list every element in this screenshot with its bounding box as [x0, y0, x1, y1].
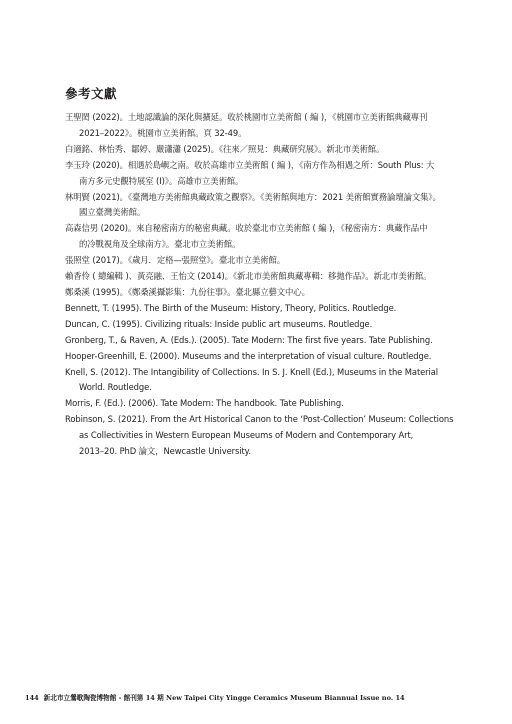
footer-text: 新北市立鶯歌陶瓷博物館 - 館刊第 14 期 New Taipei City Yingge Ceramics Museum Biannual Issue no. 14	[43, 694, 405, 702]
reference-entry	[65, 396, 485, 412]
reference-line: Morris, F. (Ed.). (2006). Tate Modern: The handbook. Tate Publishing.	[65, 398, 344, 409]
reference-line: Knell, S. (2012). The Intangibility of Collections. In S. J. Knell (Ed.), Museums in the Material	[65, 366, 439, 377]
reference-line: Bennett, T. (1995). The Birth of the Museum: History, Theory, Politics. Routledge.	[65, 302, 397, 313]
reference-line: 李玉玲 (2020)。相遇於島嶼之南。收於高雄市立美術館 ( 編 )，《南方作為相遇之所：South Plus: 大	[65, 159, 435, 170]
reference-line: 國立臺灣美術館。	[79, 207, 146, 218]
reference-line: 張照堂 (2017)。《歲月．定格—張照堂》。臺北市立美術館。	[65, 255, 286, 266]
reference-entry	[65, 349, 485, 365]
reference-line: Robinson, S. (2021). From the Art Historical Canon to the ‘Post-Collection’ Museum: Collections	[65, 414, 454, 425]
reference-entry	[65, 190, 485, 222]
reference-entry	[65, 412, 485, 460]
reference-line: 2013–20. PhD 論文，Newcastle University.	[79, 446, 251, 457]
reference-line: World. Routledge.	[79, 382, 152, 393]
reference-line: as Collectivities in Western European Museums of Modern and Contemporary Art,	[79, 430, 414, 441]
reference-entry	[65, 142, 485, 158]
reference-line: 2021–2022》。桃園市立美術館。頁 32-49。	[79, 127, 247, 138]
reference-entry	[65, 285, 485, 301]
reference-line: 林明賢 (2021)。《臺灣地方美術館典藏政策之觀察》。《美術館與地方：2021 美術館實務論壇論文集》。	[65, 191, 441, 202]
reference-line: 白適銘、林怡秀、鄒婷、嚴瀟瀟 (2025)。《往來／照見：典藏研究展》。新北市美術館。	[65, 143, 385, 154]
section-heading: 參考文獻	[65, 86, 118, 101]
reference-line: 的冷戰視角及全球南方》。臺北市立美術館。	[79, 239, 241, 250]
reference-line: 南方多元史觀特展室 (I)》。高雄市立美術館。	[79, 175, 244, 186]
page-footer	[25, 692, 405, 702]
reference-entry	[65, 221, 485, 253]
page-number: 144	[25, 694, 39, 702]
reference-entry	[65, 269, 485, 285]
reference-line: Hooper-Greenhill, E. (2000). Museums and the interpretation of visual culture. Routledge.	[65, 350, 432, 361]
reference-line: Duncan, C. (1995). Civilizing rituals: Inside public art museums. Routledge.	[65, 318, 373, 329]
reference-entry	[65, 110, 485, 142]
reference-line: 鄭桑溪 (1995)。《鄭桑溪攝影集：九份往事》。臺北縣立藝文中心。	[65, 286, 310, 297]
reference-entry	[65, 333, 485, 349]
reference-line: 賴香伶 ( 總編輯 )、黃亮融、王怡文 (2014)。《新北市美術館典藏專輯：移拋作品》。新北市美術館。	[65, 271, 432, 282]
reference-entry	[65, 317, 485, 333]
reference-entry	[65, 301, 485, 317]
reference-line: Gronberg, T., & Raven, A. (Eds.). (2005). Tate Modern: The first five years. Tate Publishing.	[65, 334, 433, 345]
reference-entry	[65, 253, 485, 269]
reference-line: 高森信男 (2020)。來自秘密南方的秘密典藏。收於臺北市立美術館 ( 編 )，《秘密南方：典藏作品中	[65, 223, 428, 234]
reference-entry	[65, 365, 485, 397]
reference-list	[65, 110, 485, 460]
reference-entry	[65, 158, 485, 190]
reference-line: 王聖閎 (2022)。土地認識論的深化與擴延。收於桃園市立美術館 ( 編 )，《桃園市立美術館典藏專刊	[65, 112, 428, 122]
